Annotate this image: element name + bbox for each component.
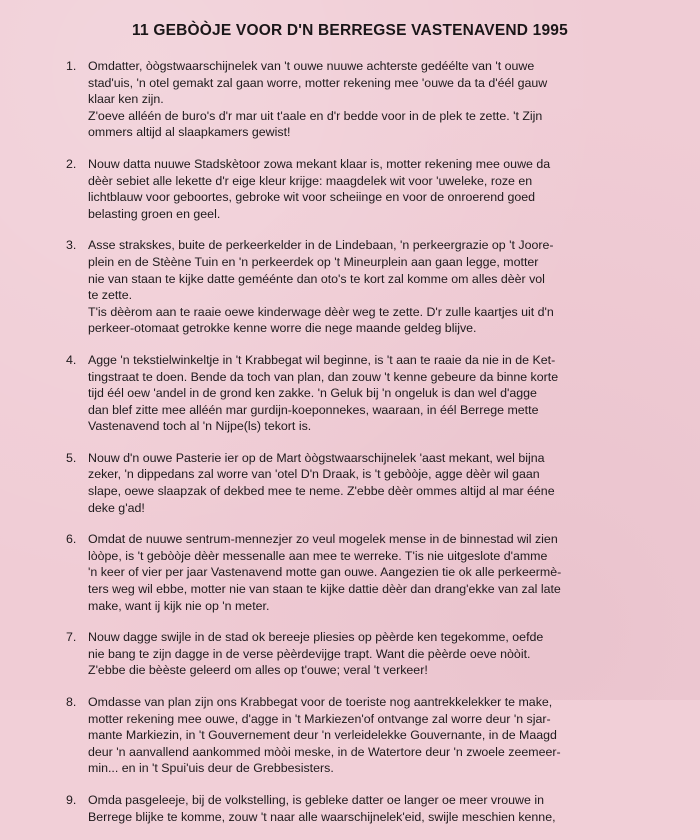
numbered-list [58, 58, 636, 840]
list-item [58, 629, 636, 679]
document-title: 11 GEBÒÒJE VOOR D'N BERREGSE VASTENAVEND 1995 [132, 22, 568, 39]
list-item-number: 8. [66, 695, 77, 709]
list-item [58, 694, 636, 777]
list-item-text: Omdat de nuuwe sentrum-mennezjer zo veul mogelek mense in de binnestad wil zien lòòpe, is 't gebòòje dèèr messenalle aan mee te werreke. T'is nie uitgeslote d'amme 'n keer of vier per jaar Vastenavend motte gan ouwe. Aangezien tie ok alle perkeermè- ters weg wil ebbe, motter nie van staan te kijke dattie dèèr dan drang'ekke van zal late make, want ij kijk nie op 'n meter. [88, 532, 562, 613]
list-item-text: Omda pasgeleeje, bij de volkstelling, is gebleke datter oe langer oe meer vrouwe in Berrege blijke te komme, zouw 't naar alle waarschijnelek'eid, swijle meschien kenne, [88, 792, 556, 824]
list-item [58, 352, 636, 435]
list-item-number: 7. [66, 630, 77, 645]
list-item [58, 531, 636, 614]
list-item-text: Omdatter, òògstwaarschijnelek van 't ouwe nuuwe achterste gedéélte van 't ouwe stad'uis, 'n otel gemakt zal gaan worre, motter rekening mee 'ouwe da ta d'éél gauw klaar ken zijn. Z'oeve alléén de buro's d'r mar uit t'aale en d'r bedde voor in de plek te zette. 't Zijn ommers altijd al slaapkamers gewist! [88, 59, 548, 140]
list-item [58, 156, 636, 222]
list-item-number: 6. [66, 532, 77, 547]
list-item-number: 4. [66, 352, 77, 367]
list-item-text: Asse strakskes, buite de perkeerkelder in de Lindebaan, 'n perkeergrazie op 't Joore- plein en de Stèène Tuin en 'n perkeerdek op 't Mineurplein aan gaan legge, motter nie van staan te kijke datte geméénte dan oto's te kort zal komme om alles dèèr vol te zette. T'is dèèrom aan te raaie oewe kinderwage dèèr weg te zette. D'r zulle kaartjes uit d'n perkeer-otomaat getrokke kenne worre die nege maande geldeg blijve. [88, 238, 554, 336]
list-item-text: Nouw d'n ouwe Pasterie ier op de Mart òògstwaarschijnelek 'aast mekant, wel bijna zeker, 'n dippedans zal worre van 'otel D'n Draak, is 't gebòòje, agge dèèr wil gaan slape, oewe slaapzak of dekbed mee te neme. Z'ebbe dèèr ommes altijd al mar ééne deke g'ad! [88, 450, 555, 515]
list-item-number: 1. [66, 59, 77, 73]
list-item-text: Agge 'n tekstielwinkeltje in 't Krabbegat wil beginne, is 't aan te raaie da nie in de Ket- tingstraat te doen. Bende da toch van plan, dan zouw 't kenne gebeure da binne korte tijd éél oew 'andel in de grond ken zakke. 'n Geluk bij 'n ongeluk is dan wel d'agge dan blef zitte mee alléén mar gurdijn-koeponnekes, waaraan, in éél Berrege mette Vastenavend toch al 'n Nijpe(ls) tekort is. [88, 352, 559, 434]
list-item [58, 58, 636, 141]
list-item [58, 450, 636, 516]
list-item [58, 237, 636, 337]
list-item [58, 792, 636, 825]
list-item-text: Nouw dagge swijle in de stad ok bereeje pliesies op pèèrde ken tegekomme, oefde nie bang te zijn dagge in de verse pèèrdevijge trapt. Want die pèèrde oeve nòòit. Z'ebbe die bèèste geleerd om alles op t'ouwe; veral 't verkeer! [88, 630, 544, 678]
list-item-number: 2. [66, 156, 77, 171]
list-item-text: Nouw datta nuuwe Stadskètoor zowa mekant klaar is, motter rekening mee ouwe da dèèr sebiet alle lekette d'r eige kleur krijge: maagdelek wit voor 'uweleke, roze en lichtblauw voor geboortes, gebroke wit voor scheiinge en voor de onroerend goed belasting groen en geel. [88, 156, 551, 221]
list-item-number: 3. [66, 238, 77, 253]
list-item-number: 9. [66, 792, 77, 807]
list-item-number: 5. [66, 450, 77, 465]
list-item-text: Omdasse van plan zijn ons Krabbegat voor de toeriste nog aantrekkelekker te make, motter rekening mee ouwe, d'agge in 't Markiezen'of ontvange zal worre deur 'n sjar- mante Markiezin, in 't Gouvernement deur 'n verleidelekke Gouvernante, in de Maagd deur 'n aanvallend aankommed mòòi meske, in de Watertore deur 'n zwoele zeemeer- min... en in 't Spui'uis deur de Grebbesisters. [88, 695, 561, 776]
